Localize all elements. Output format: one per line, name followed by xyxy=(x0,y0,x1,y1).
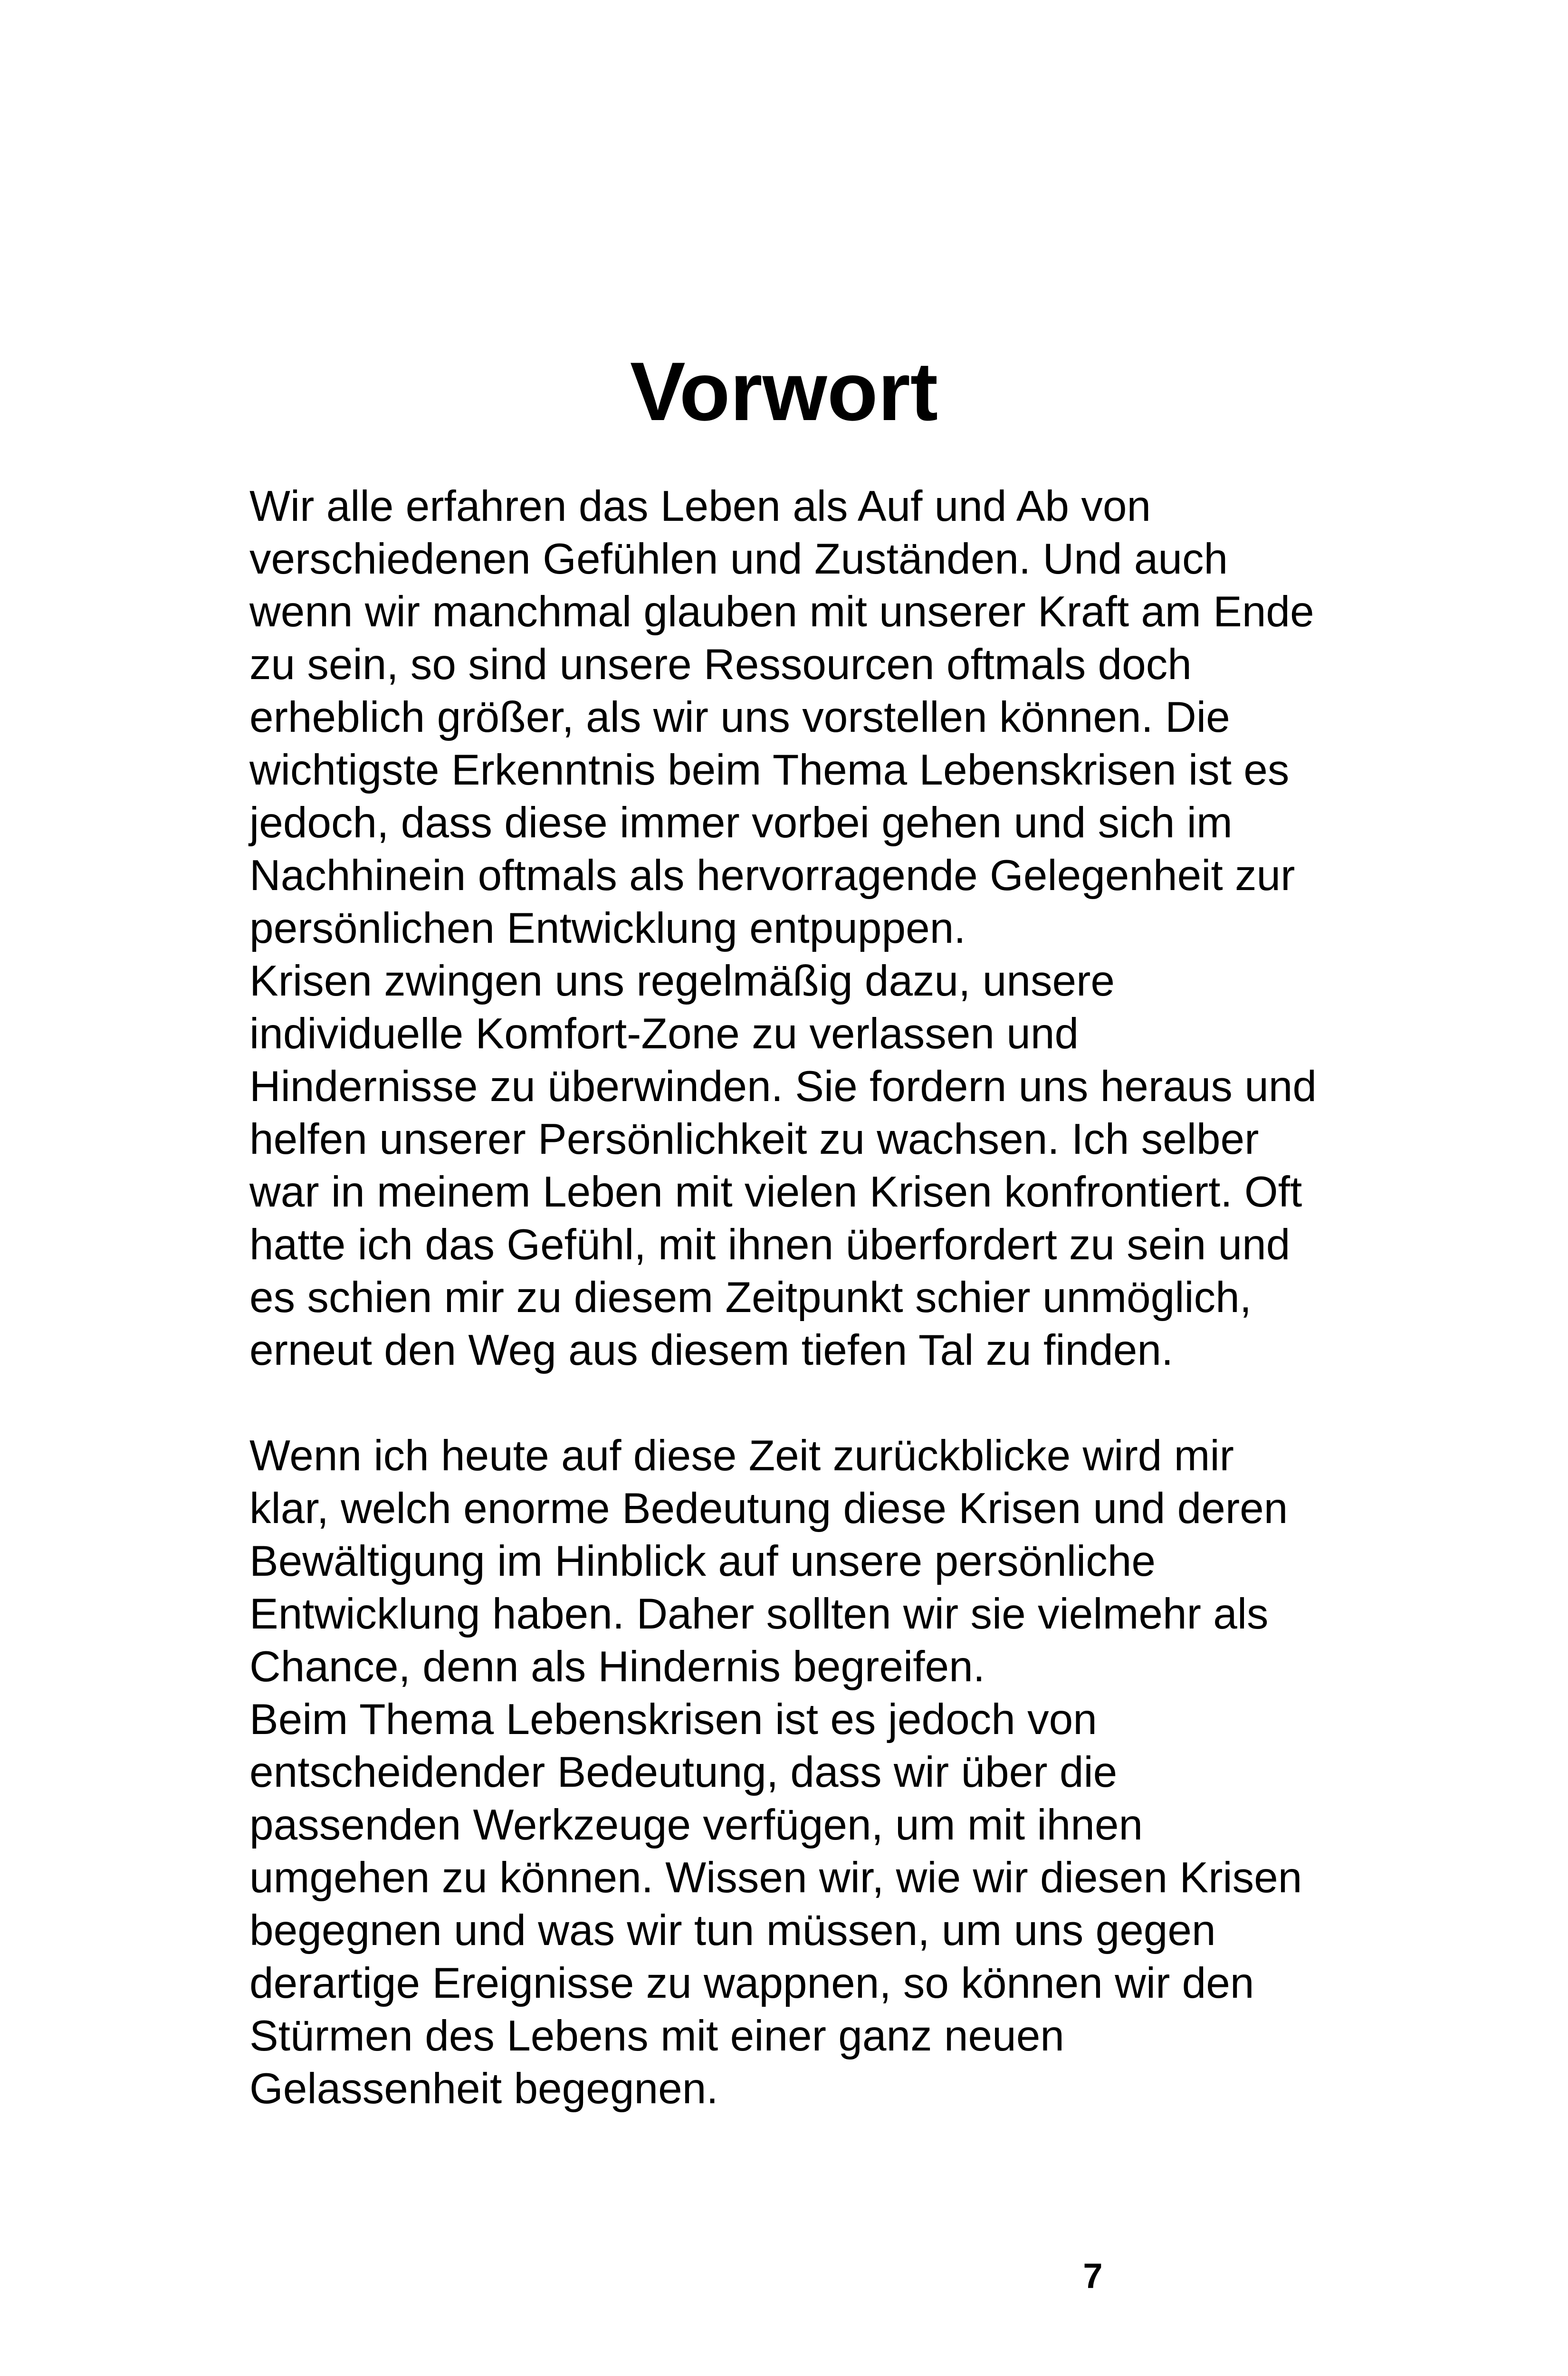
text-line: entscheidender Bedeutung, dass wir über die xyxy=(249,1748,1118,1796)
text-line: erneut den Weg aus diesem tiefen Tal zu finden. xyxy=(249,1326,1174,1374)
paragraph-break xyxy=(249,1377,1485,1429)
text-line: individuelle Komfort-Zone zu verlassen und xyxy=(249,1010,1079,1058)
text-line: Wenn ich heute auf diese Zeit zurückblicke wird mir xyxy=(249,1432,1234,1480)
text-line: Entwicklung haben. Daher sollten wir sie vielmehr als xyxy=(249,1590,1269,1638)
text-line: persönlichen Entwicklung entpuppen. xyxy=(249,904,966,952)
text-line: zu sein, so sind unsere Ressourcen oftmals doch xyxy=(249,641,1192,689)
text-line: wichtigste Erkenntnis beim Thema Lebenskrisen ist es xyxy=(249,746,1290,794)
text-line: verschiedenen Gefühlen und Zuständen. Und auch xyxy=(249,535,1228,583)
text-line: Hindernisse zu überwinden. Sie fordern uns heraus und xyxy=(249,1063,1317,1111)
text-line: jedoch, dass diese immer vorbei gehen und sich im xyxy=(249,799,1233,847)
text-line: Krisen zwingen uns regelmäßig dazu, unsere xyxy=(249,957,1115,1005)
text-line: Beim Thema Lebenskrisen ist es jedoch von xyxy=(249,1696,1097,1744)
text-line: Gelassenheit begegnen. xyxy=(249,2065,718,2113)
text-line: es schien mir zu diesem Zeitpunkt schier unmöglich, xyxy=(249,1274,1252,1322)
text-line: hatte ich das Gefühl, mit ihnen überfordert zu sein und xyxy=(249,1221,1291,1269)
text-line: derartige Ereignisse zu wappnen, so können wir den xyxy=(249,1959,1254,2007)
text-line: umgehen zu können. Wissen wir, wie wir diesen Krisen xyxy=(249,1854,1302,1902)
text-line: Wir alle erfahren das Leben als Auf und Ab von xyxy=(249,482,1151,530)
text-line: Bewältigung im Hinblick auf unsere persönliche xyxy=(249,1537,1156,1585)
text-line: klar, welch enorme Bedeutung diese Krisen und deren xyxy=(249,1485,1288,1533)
text-line: erheblich größer, als wir uns vorstellen können. Die xyxy=(249,693,1230,741)
text-line: passenden Werkzeuge verfügen, um mit ihnen xyxy=(249,1801,1143,1849)
text-line: begegnen und was wir tun müssen, um uns gegen xyxy=(249,1907,1216,1954)
text-line: Chance, denn als Hindernis begreifen. xyxy=(249,1643,985,1691)
page-title: Vorwort xyxy=(630,345,938,438)
text-line: Stürmen des Lebens mit einer ganz neuen xyxy=(249,2012,1064,2060)
body-text xyxy=(249,480,1485,2115)
text-line: helfen unserer Persönlichkeit zu wachsen. Ich selber xyxy=(249,1115,1259,1163)
text-line: Nachhinein oftmals als hervorragende Gelegenheit zur xyxy=(249,852,1295,900)
page-number: 7 xyxy=(1083,2256,1103,2296)
text-line: war in meinem Leben mit vielen Krisen konfrontiert. Oft xyxy=(249,1168,1302,1216)
text-line: wenn wir manchmal glauben mit unserer Kraft am Ende xyxy=(249,588,1314,636)
